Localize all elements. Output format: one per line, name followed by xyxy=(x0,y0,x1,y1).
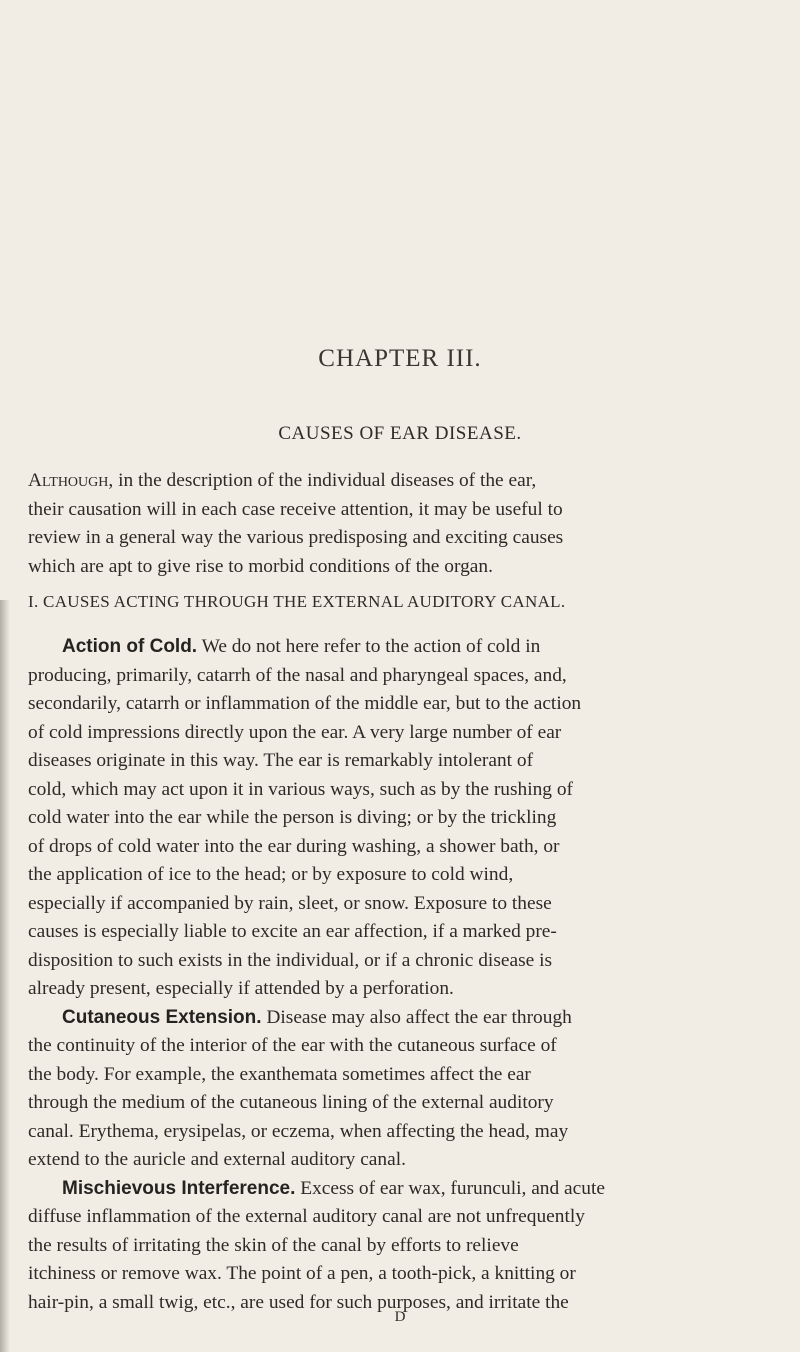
cutaneous-line: canal. Erythema, erysipelas, or eczema, when affecting the head, may xyxy=(28,1120,569,1142)
mischievous-paragraph-first-line xyxy=(28,1175,800,1204)
intro-line-1-rest: in the description of the individual diseases of the ear, xyxy=(113,470,537,491)
cold-line: disposition to such exists in the individual, or if a chronic disease is xyxy=(28,949,553,971)
intro-lead-word: Although, xyxy=(28,470,114,491)
cold-heading: Action of Cold. xyxy=(62,636,198,657)
cold-line: the application of ice to the head; or by exposure to cold wind, xyxy=(28,864,514,885)
cold-line: especially if accompanied by rain, sleet, or snow. Exposure to these xyxy=(28,892,552,914)
body-text xyxy=(28,633,800,1317)
cutaneous-line: the continuity of the interior of the ear with the cutaneous surface of xyxy=(28,1035,557,1056)
cold-line: of cold impressions directly upon the ear. A very large number of ear xyxy=(28,721,562,743)
cutaneous-paragraph-first-line xyxy=(28,1004,800,1033)
signature-mark: D xyxy=(394,1309,406,1325)
cold-line: secondarily, catarrh or inflammation of the middle ear, but to the action xyxy=(28,693,582,714)
cutaneous-line: extend to the auricle and external auditory canal. xyxy=(28,1149,406,1170)
cold-paragraph-first-line xyxy=(28,633,800,662)
mischievous-line: the results of irritating the skin of the canal by efforts to relieve xyxy=(28,1234,519,1256)
cold-line: already present, especially if attended by a perforation. xyxy=(28,978,454,999)
page-edge-shadow xyxy=(0,600,10,1352)
intro-paragraph xyxy=(28,467,800,581)
section-title: CAUSES OF EAR DISEASE. xyxy=(278,423,522,444)
mischievous-line: diffuse inflammation of the external auditory canal are not unfrequently xyxy=(28,1206,585,1227)
intro-line: their causation will in each case receive attention, it may be useful to xyxy=(28,498,563,520)
cutaneous-line-1-rest: Disease may also affect the ear through xyxy=(261,1006,572,1028)
subsection-heading: I. CAUSES ACTING THROUGH THE EXTERNAL AUDITORY CANAL. xyxy=(28,592,566,611)
cutaneous-line: the body. For example, the exanthemata sometimes affect the ear xyxy=(28,1063,531,1085)
mischievous-line-1-rest: Excess of ear wax, furunculi, and acute xyxy=(295,1177,605,1199)
cutaneous-line: through the medium of the cutaneous lining of the external auditory xyxy=(28,1092,554,1113)
cold-line: cold water into the ear while the person is diving; or by the trickling xyxy=(28,807,557,828)
cold-line: of drops of cold water into the ear during washing, a shower bath, or xyxy=(28,835,560,857)
cold-line: causes is especially liable to excite an ear affection, if a marked pre- xyxy=(28,921,557,942)
intro-line: review in a general way the various predisposing and exciting causes xyxy=(28,527,564,548)
mischievous-line: hair-pin, a small twig, etc., are used for such purposes, and irritate the xyxy=(28,1291,569,1313)
mischievous-heading: Mischievous Interference. xyxy=(62,1177,296,1199)
cold-line: diseases originate in this way. The ear is remarkably intolerant of xyxy=(28,750,534,771)
intro-line: which are apt to give rise to morbid conditions of the organ. xyxy=(28,555,493,577)
cold-line: producing, primarily, catarrh of the nasal and pharyngeal spaces, and, xyxy=(28,664,567,686)
chapter-title: CHAPTER III. xyxy=(318,345,482,372)
intro-line xyxy=(28,467,800,496)
cold-line-1-rest: We do not here refer to the action of cold in xyxy=(197,636,541,657)
cold-line: cold, which may act upon it in various ways, such as by the rushing of xyxy=(28,778,573,800)
cutaneous-heading: Cutaneous Extension. xyxy=(62,1006,262,1028)
mischievous-line: itchiness or remove wax. The point of a pen, a tooth-pick, a knitting or xyxy=(28,1263,576,1284)
